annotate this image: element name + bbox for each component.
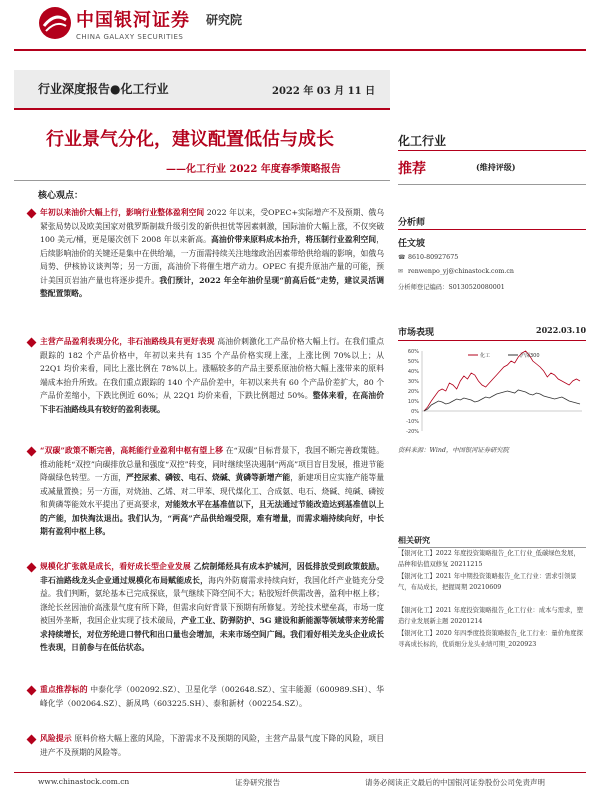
paragraph-lead: 重点推荐标的: [40, 685, 88, 694]
report-date: 2022 年 03 月 11 日: [272, 86, 376, 97]
paragraph-text: ，新建项目应实施产能等量或减量置换；另一方面，对烧油、乙烯、对二甲苯、现代煤化工、合成氨、电石、烧碱、纯碱、磷铵和黄磷等能效水平提出了更高要求，: [40, 473, 385, 509]
paragraph-highlight: 严控尿素、磷铵、电石、烧碱、黄磷等新增产能: [126, 473, 291, 482]
paragraph-product-profit: [40, 335, 384, 416]
bullet-icon: [27, 563, 37, 573]
paragraph-text: ，后续影响油价的关键还是集中在供给端，一方面需持续关注地缘政治因素带给供给端的影响，如俄乌局势、伊核协议谈判等；另一方面，高油价下将催生增产动力。OPEC 有提升原油产量的可能，预计美国页岩油产量也将逐步提升。: [40, 235, 384, 285]
band-divider: [14, 108, 390, 110]
brand-name-cn: 中国银河证券: [76, 10, 190, 31]
y-tick-label: 40%: [407, 369, 419, 375]
institute-label: 研究院: [206, 13, 243, 27]
rating-badge: 推荐: [398, 161, 426, 177]
footer-disclaimer: 请务必阅读正文最后的中国银河证券股份公司免责声明: [365, 778, 545, 787]
paragraph-highlight: 整体来看，在高油价下非石油路线具有较好的盈利表现。: [40, 391, 384, 414]
rating-note: (维持评级): [476, 162, 516, 172]
market-performance-chart: [398, 345, 586, 435]
rating-divider: [398, 184, 586, 185]
paragraph-recommendations: [40, 683, 384, 710]
analyst-registration: 分析师登记编码：S0130520080001: [398, 284, 505, 291]
series-line-0: [424, 351, 580, 411]
paragraph-growth: [40, 560, 384, 655]
paragraph-highlight: 产业工业、防弹防护、5G 建设和新能源等领域带来芳纶需求持续增长，对位芳纶进口替代和出口量也会增加，未来市场空间广阔。我们看好相关龙头企业成长性表现，日前参与在低估状态。: [40, 616, 385, 652]
analyst-divider: [398, 229, 586, 230]
bullet-icon: [27, 686, 37, 696]
related-research-label: 相关研究: [398, 536, 430, 545]
y-tick-label: 30%: [407, 379, 419, 385]
footer-report-type: 证券研究报告: [235, 778, 280, 787]
paragraph-lead: 主营产品盈利表现分化，非石油路线具有更好表现: [40, 337, 215, 346]
page-subtitle: ——化工行业 2022 年度春季策略报告: [166, 164, 341, 175]
brand-logo: [76, 6, 190, 41]
footer-divider: [14, 772, 586, 773]
phone-icon: ☎: [398, 254, 406, 261]
chart-title: 市场表现: [398, 328, 435, 338]
analyst-phone: [398, 254, 458, 261]
paragraph-text: 中泰化学（002092.SZ）、卫星化学（002648.SZ）、宝丰能源（600989.SH）、华峰化学（002064.SZ）、新凤鸣（603225.SH）、泰和新材（002254.SZ）。: [40, 685, 384, 708]
paragraph-lead: 风险提示: [40, 734, 72, 743]
chart-date: 2022.03.10: [536, 325, 587, 335]
related-item[interactable]: 【银河化工】2022 年度投资策略报告_化工行业_低碳绿色发展，品种和估值双修复 20211215: [398, 550, 580, 568]
bullet-icon: [27, 209, 37, 219]
title-divider: [14, 180, 390, 181]
paragraph-lead: 规模化扩张就是成长，看好成长型企业发展: [40, 562, 191, 571]
paragraph-text: 原料价格大幅上涨的风险，下游需求不及预期的风险，主营产品景气度下降的风险，项目进产不及预期的风险等。: [40, 734, 385, 757]
analyst-label: 分析师: [398, 218, 426, 228]
industry-label: 化工行业: [398, 134, 447, 148]
paragraph-risks: [40, 732, 384, 759]
analyst-name: 任文坡: [398, 239, 426, 249]
header-divider: [14, 49, 586, 51]
paragraph-dual-carbon: [40, 444, 384, 539]
paragraph-text: 2022 年以来，受OPEC+实际增产不及预期、俄乌紧张局势以及欧美国家对俄罗斯制裁升级引发的新供担忧等因素刺激，国际油价大幅上涨，不仅突破 100 美元/桶，更是屡次创下 2008 年以来新高。: [40, 208, 384, 244]
paragraph-highlight: 对能效水平在基准值以下，且无法通过节能改造达到基准值以上的产能，加快淘汰退出。我们认为，“两高”产品供给端受限，难有增量，而需求端持续向好，中长期有盈利中枢上移。: [40, 500, 385, 536]
related-item[interactable]: 【银河化工】2021 年度投资策略报告_化工行业：成本与需求，塑造行业发展新主题 20201214: [398, 607, 583, 625]
bullet-icon: [27, 447, 37, 457]
y-tick-label: 50%: [407, 359, 419, 365]
y-tick-label: 10%: [407, 399, 419, 405]
legend-label: 沪深300: [520, 353, 540, 359]
chart-source: 资料来源：Wind，中国银河证券研究院: [398, 447, 509, 454]
paragraph-text: 海内外防腐需求持续向好，我国化纤产业链充分受益。我们判断，氨纶基本已完成探底，景气继续下降空间不大；粘胶短纤供需改善，盈利中枢上移；涤纶长丝因油价高涨景气度有所下降，但需求向好背景下预期有所修复。芳纶技术壁垒高，市场一度被国外垄断，我国企业实现了技术破局，: [40, 575, 385, 625]
page-title: 行业景气分化，建议配置低估与成长: [46, 129, 334, 150]
paragraph-text: 在“双碳”目标背景下，我国不断完善政策链。推动能耗“双控”向碳排放总量和强度“双控”转变，同时继续坚决遏制“两高”项目盲目发展，推进节能降碳绿色转型。一方面，: [40, 446, 385, 482]
footer-url[interactable]: www.chinastock.com.cn: [38, 777, 130, 786]
series-line-1: [424, 390, 580, 411]
phone-text: 8610-80927675: [408, 254, 459, 261]
brand-name-en: CHINA GALAXY SECURITIES: [76, 33, 184, 41]
bullet-icon: [27, 338, 37, 348]
paragraph-oil-price: [40, 206, 384, 301]
paragraph-lead: 年初以来油价大幅上行，影响行业整体盈利空间: [40, 208, 205, 217]
legend-label: 化工: [480, 353, 491, 359]
report-type: 行业深度报告●化工行业: [38, 82, 169, 96]
analyst-email[interactable]: [398, 268, 514, 275]
paragraph-lead: “双碳”政策不断完善，高耗能行业盈利中枢有望上移: [40, 446, 224, 455]
chart-divider: [398, 340, 586, 341]
email-text[interactable]: renwenpo_yj@chinastock.com.cn: [408, 268, 514, 275]
industry-divider: [398, 150, 586, 151]
paragraph-highlight: 我们预计，2022 年全年油价呈现“前高后低”走势，建议灵活调整配置策略。: [40, 275, 384, 298]
email-icon: ✉: [398, 268, 404, 275]
y-tick-label: -10%: [406, 419, 419, 425]
bullet-icon: [27, 735, 37, 745]
related-item[interactable]: 【银河化工】2021 年中期投资策略报告_化工行业：需求引领景气，布局成长，把握周期 20210609: [398, 573, 577, 591]
y-tick-label: -20%: [406, 429, 419, 435]
y-tick-label: 20%: [407, 389, 419, 395]
paragraph-text: 高油价刺激化工产品价格大幅上行。在我们重点跟踪的 182 个产品价格中，年初以来共有 135 个产品价格实现上涨，上涨比例 70%以上；从 22Q1 均价来看，同比上涨比例在 78%以上。涨幅较多的产品主要系原油价格大幅上涨带来的原料端成本抬升所致。在我们重点跟踪的 140 个产品价差中，年初以来共有 60 个产品价差扩大，80 个产品价差缩小，下跌比例近 60%；从 22Q1 均价来看，下跌比例超过 50%。: [40, 337, 384, 400]
paragraph-highlight: 乙烷制烯烃具有成本护城河，因低排放受到政策鼓励。非石油路线龙头企业通过规模化布局赋能成长，: [40, 562, 384, 585]
y-tick-label: 0%: [411, 409, 419, 415]
galaxy-logo-icon: [38, 6, 72, 40]
paragraph-highlight: 高油价带来原料成本抬升，将压制行业盈利空间: [210, 235, 377, 244]
key-points-label: 核心观点：: [38, 191, 84, 201]
y-tick-label: 60%: [407, 349, 419, 355]
related-item[interactable]: 【银河化工】2020 年四季度投资策略报告_化工行业：量价角度探寻高成长标的，优质细分龙头业绩可期_2020923: [398, 630, 583, 648]
